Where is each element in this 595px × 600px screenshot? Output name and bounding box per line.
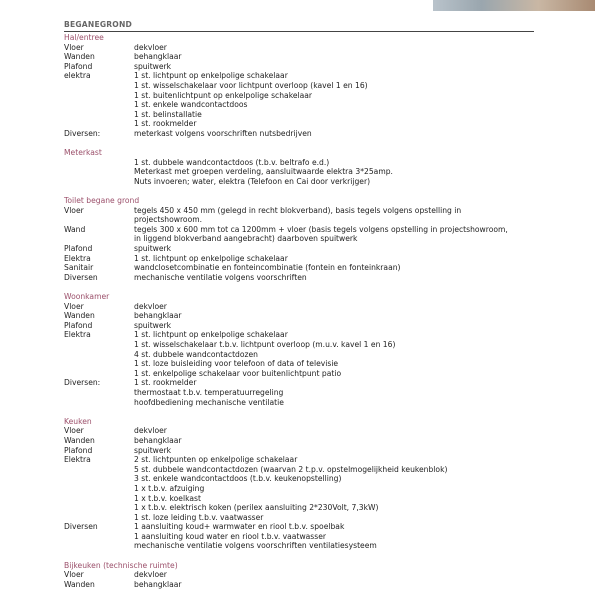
- spec-value: 1 st. wisselschakelaar voor lichtpunt overloop (kavel 1 en 16): [134, 80, 368, 90]
- spec-label: Plafond: [64, 61, 93, 71]
- spec-label: Diversen:: [64, 378, 101, 388]
- spec-label: Plafond: [64, 445, 93, 455]
- spec-row: [64, 455, 540, 522]
- spec-value: spuitwerk: [134, 445, 172, 455]
- spec-row: [64, 378, 540, 407]
- spec-row: [64, 330, 540, 378]
- spec-value: in liggend blokverband aangebracht) daarboven spuitwerk: [134, 234, 358, 244]
- spec-label: Plafond: [64, 244, 93, 254]
- spec-values: [134, 378, 540, 407]
- spec-row: [64, 206, 540, 225]
- spec-value: mechanische ventilatie volgens voorschriften ventilatiesysteem: [134, 541, 377, 551]
- spec-values: [134, 263, 540, 273]
- spec-values: [134, 206, 540, 225]
- spec-row: [64, 426, 540, 436]
- spec-value: tegels 300 x 600 mm tot ca 1200mm + vloer (basis tegels volgens opstelling in projectshowroom,: [134, 224, 508, 234]
- spec-value: 3 st. enkele wandcontactdoos (t.b.v. keukenopstelling): [134, 474, 342, 484]
- page-heading: BEGANEGROND: [64, 20, 534, 32]
- section-title: Woonkamer: [64, 292, 110, 302]
- spec-value: projectshowroom.: [134, 215, 203, 225]
- spec-values: [134, 302, 540, 312]
- spec-values: [134, 311, 540, 321]
- spec-row: [64, 311, 540, 321]
- spec-values: [134, 158, 540, 187]
- spec-label: Sanitair: [64, 263, 94, 273]
- spec-row: [64, 62, 540, 72]
- spec-values: [134, 254, 540, 264]
- spec-value: behangklaar: [134, 311, 182, 321]
- spec-value: 1 st. buitenlichtpunt op enkelpolige schakelaar: [134, 90, 313, 100]
- spec-label: Elektra: [64, 455, 91, 465]
- spec-value: 1 st. enkele wandcontactdoos: [134, 100, 248, 110]
- spec-value: 1 st. loze leiding t.b.v. vaatwasser: [134, 512, 264, 522]
- spec-row: [64, 436, 540, 446]
- spec-value: 1 st. dubbele wandcontactdoos (t.b.v. beltrafo e.d.): [134, 157, 330, 167]
- spec-values: [134, 244, 540, 254]
- section-title: Meterkast: [64, 148, 102, 158]
- section-title: Keuken: [64, 416, 92, 426]
- spec-row: [64, 52, 540, 62]
- spec-value: 4 st. dubbele wandcontactdozen: [134, 349, 258, 359]
- spec-value: 1 st. enkelpolige schakelaar voor buitenlichtpunt patio: [134, 368, 342, 378]
- spec-values: [134, 129, 540, 139]
- spec-value: 1 st. rookmelder: [134, 119, 197, 129]
- spec-values: [134, 426, 540, 436]
- spec-row: [64, 244, 540, 254]
- spec-values: [134, 446, 540, 456]
- spec-value: 1 aansluiting koud water en riool t.b.v. vaatwasser: [134, 531, 327, 541]
- header-photo-strip: [433, 0, 595, 11]
- spec-label: Wanden: [64, 435, 95, 445]
- spec-value: 1 st. loze buisleiding voor telefoon of data of televisie: [134, 359, 339, 369]
- spec-label: Vloer: [64, 42, 84, 52]
- spec-value: wandclosetcombinatie en fonteincombinatie (fontein en fonteinkraan): [134, 263, 401, 273]
- spec-row: [64, 129, 540, 139]
- spec-value: behangklaar: [134, 579, 182, 589]
- spec-value: spuitwerk: [134, 244, 172, 254]
- section: [64, 417, 540, 551]
- spec-label: Diversen:: [64, 128, 101, 138]
- section-title: Bijkeuken (technische ruimte): [64, 560, 178, 570]
- spec-values: [134, 71, 540, 129]
- spec-label: Vloer: [64, 426, 84, 436]
- spec-value: thermostaat t.b.v. temperatuurregeling: [134, 387, 284, 397]
- spec-value: 1 aansluiting koud+ warmwater en riool t.b.v. spoelbak: [134, 522, 345, 532]
- spec-value: 5 st. dubbele wandcontactdozen (waarvan 2 t.p.v. opstelmogelijkheid keukenblok): [134, 464, 448, 474]
- spec-row: [64, 71, 540, 129]
- spec-values: [134, 330, 540, 378]
- spec-value: 1 st. rookmelder: [134, 378, 197, 388]
- spec-values: [134, 52, 540, 62]
- spec-value: 1 st. lichtpunt op enkelpolige schakelaar: [134, 330, 288, 340]
- spec-label: Diversen: [64, 272, 98, 282]
- spec-label: elektra: [64, 71, 91, 81]
- spec-value: dekvloer: [134, 570, 167, 580]
- spec-values: [134, 225, 540, 244]
- section: [64, 148, 540, 186]
- spec-row: [64, 263, 540, 273]
- section: [64, 292, 540, 407]
- section: [64, 196, 540, 282]
- spec-row: [64, 158, 540, 187]
- spec-label: Diversen: [64, 522, 98, 532]
- spec-value: 1 x t.b.v. koelkast: [134, 493, 201, 503]
- spec-values: [134, 580, 540, 590]
- spec-label: Vloer: [64, 301, 84, 311]
- spec-value: 1 st. lichtpunt op enkelpolige schakelaar: [134, 71, 288, 81]
- spec-value: tegels 450 x 450 mm (gelegd in recht blokverband), basis tegels volgens opstelling in: [134, 205, 462, 215]
- spec-row: [64, 254, 540, 264]
- spec-value: dekvloer: [134, 42, 167, 52]
- spec-label: Wanden: [64, 311, 95, 321]
- section-title: Toilet begane grond: [64, 196, 140, 206]
- spec-values: [134, 436, 540, 446]
- spec-value: 1 st. lichtpunt op enkelpolige schakelaar: [134, 253, 288, 263]
- specification-list: [64, 33, 540, 599]
- spec-value: 1 st. belinstallatie: [134, 109, 202, 119]
- spec-values: [134, 43, 540, 53]
- spec-label: Vloer: [64, 570, 84, 580]
- spec-value: dekvloer: [134, 301, 167, 311]
- spec-row: [64, 302, 540, 312]
- spec-row: [64, 570, 540, 580]
- spec-label: [64, 158, 134, 187]
- spec-values: [134, 455, 540, 522]
- spec-value: 1 st. wisselschakelaar t.b.v. lichtpunt overloop (m.u.v. kavel 1 en 16): [134, 340, 396, 349]
- spec-value: dekvloer: [134, 426, 167, 436]
- section: [64, 561, 540, 590]
- spec-value: Meterkast met groepen verdeling, aansluitwaarde elektra 3*25amp.: [134, 167, 393, 177]
- spec-values: [134, 273, 540, 283]
- spec-row: [64, 522, 540, 551]
- spec-row: [64, 225, 540, 244]
- spec-label: Wanden: [64, 52, 95, 62]
- spec-values: [134, 522, 540, 551]
- spec-label: Elektra: [64, 330, 91, 340]
- section-title: Hal/entree: [64, 33, 104, 42]
- spec-value: 1 x t.b.v. elektrisch koken (perilex aansluiting 2*230Volt, 7,3kW): [134, 503, 379, 513]
- spec-row: [64, 446, 540, 456]
- spec-row: [64, 273, 540, 283]
- section: [64, 33, 540, 139]
- spec-values: [134, 62, 540, 72]
- spec-row: [64, 580, 540, 590]
- spec-row: [64, 321, 540, 331]
- spec-label: Vloer: [64, 205, 84, 215]
- spec-value: spuitwerk: [134, 320, 172, 330]
- spec-value: behangklaar: [134, 52, 182, 62]
- spec-value: mechanische ventilatie volgens voorschriften: [134, 272, 307, 282]
- spec-value: 1 x t.b.v. afzuiging: [134, 483, 205, 493]
- spec-value: meterkast volgens voorschriften nutsbedrijven: [134, 128, 312, 138]
- spec-row: [64, 43, 540, 53]
- spec-label: Plafond: [64, 320, 93, 330]
- spec-values: [134, 321, 540, 331]
- spec-label: Wand: [64, 224, 86, 234]
- spec-label: Elektra: [64, 253, 91, 263]
- spec-value: hoofdbediening mechanische ventilatie: [134, 397, 284, 407]
- spec-values: [134, 570, 540, 580]
- spec-value: spuitwerk: [134, 61, 172, 71]
- spec-value: behangklaar: [134, 435, 182, 445]
- spec-label: Wanden: [64, 579, 95, 589]
- spec-value: 2 st. lichtpunten op enkelpolige schakelaar: [134, 455, 298, 465]
- spec-value: Nuts invoeren; water, elektra (Telefoon en Cai door verkrijger): [134, 176, 371, 186]
